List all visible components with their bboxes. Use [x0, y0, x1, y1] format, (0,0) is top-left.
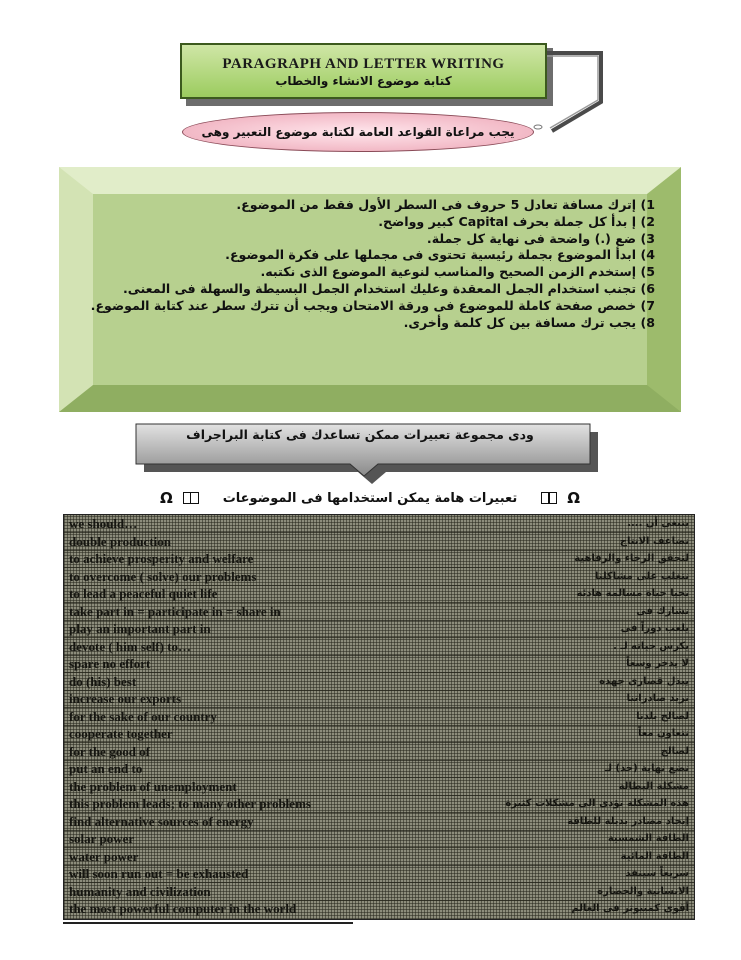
phrase-en: the problem of unemployment — [69, 778, 237, 794]
phrase-en: put an end to — [69, 761, 143, 776]
phrase-en: double production — [69, 533, 171, 549]
table-row — [64, 795, 694, 813]
phrase-en: do (his) best — [69, 673, 137, 689]
omega-icon: Ω — [159, 489, 173, 507]
table-row — [64, 813, 694, 831]
phrase-ar: نتعاون معاً — [637, 728, 689, 739]
table-row — [64, 865, 694, 883]
table-row — [64, 515, 694, 533]
phrase-ar: نضع نهاية (حد) لـ — [604, 763, 689, 774]
phrase-ar: نتغلب على مشاكلنا — [595, 570, 689, 582]
rule-item: 8) يجب ترك مسافة بين كل كلمة وأخرى. — [403, 314, 655, 330]
phrase-en: for the sake of our country — [69, 708, 217, 724]
phrase-en: water power — [69, 848, 139, 864]
phrase-ar: أقوى كمبيوتر فى العالم — [571, 903, 689, 914]
phrase-ar: إيجاد مصادر بديلة للطاقة — [567, 815, 689, 827]
table-row — [64, 655, 694, 673]
table-row — [64, 778, 694, 796]
phrase-en: increase our exports — [69, 691, 182, 706]
phrase-ar: يبذل قصارى جهده — [599, 675, 689, 687]
phrase-en: this problem leads; to many other problems — [69, 796, 311, 811]
phrase-ar: نضاعف الانتاج — [619, 535, 689, 547]
phrase-ar: يلعب دوراً فى — [620, 623, 689, 634]
phrase-en: for the good of — [69, 743, 151, 759]
table-row — [64, 760, 694, 778]
table-row — [64, 690, 694, 708]
phrase-en: the most powerful computer in the world — [69, 901, 297, 916]
phrase-ar: مشكلة البطالة — [618, 780, 689, 792]
table-row — [64, 708, 694, 726]
phrase-en: to overcome ( solve) our problems — [69, 568, 257, 584]
table-row — [64, 900, 694, 917]
phrase-ar: الطاقة المائية — [620, 850, 689, 862]
phrase-en: humanity and civilization — [69, 883, 211, 899]
phrase-en: to lead a peaceful quiet life — [69, 586, 218, 601]
table-row — [64, 673, 694, 691]
table-row — [64, 533, 694, 551]
phrase-ar: هذه المشكلة تؤدى الى مشكلات كثيرة — [505, 798, 689, 809]
phrase-en: spare no effort — [69, 656, 151, 671]
table-row — [64, 638, 694, 656]
phrases-table — [63, 514, 695, 920]
rules-intro-text: يجب مراعاة القواعد العامة لكتابة موضوع التعبير وهى — [201, 125, 515, 139]
page-subtitle-arabic: كتابة موضوع الانشاء والخطاب — [275, 74, 452, 88]
book-icon — [183, 492, 199, 504]
table-row — [64, 585, 694, 603]
rule-item: 1) إترك مسافة تعادل 5 حروف فى السطر الأول فقط من الموضوع. — [236, 197, 655, 212]
callout-text: ودى مجموعة تعبيرات ممكن تساعدك فى كتابة البراجراف — [186, 427, 534, 442]
phrase-en: will soon run out = be exhausted — [69, 866, 249, 881]
phrase-en: we should… — [69, 516, 138, 531]
phrase-en: take part in = participate in = share in — [69, 603, 281, 619]
table-row — [64, 743, 694, 761]
rule-item: 3) ضع (.) واضحة فى نهاية كل جملة. — [426, 230, 655, 246]
phrases-heading — [140, 487, 600, 509]
page-title: PARAGRAPH AND LETTER WRITING — [222, 56, 505, 72]
table-row — [64, 568, 694, 586]
phrase-en: find alternative sources of energy — [69, 813, 254, 829]
table-row — [64, 848, 694, 866]
phrase-ar: لصالح بلدنا — [636, 710, 689, 722]
table-underline — [63, 922, 353, 924]
phrase-ar: نزيد صادراتنا — [626, 693, 689, 704]
table-row — [64, 550, 694, 568]
rule-item: 7) خصص صفحة كاملة للموضوع فى ورقة الامتحان ويجب أن تترك سطر عند كتابة الموضوع. — [90, 297, 655, 313]
phrase-ar: الطاقة الشمسية — [607, 833, 689, 844]
table-row — [64, 603, 694, 621]
phrases-heading-text: تعبيرات هامة يمكن استخدامها فى الموضوعات — [222, 490, 518, 506]
phrase-ar: نشارك فى — [636, 605, 689, 617]
phrase-ar: يكرس حياته لـ . — [613, 640, 689, 652]
phrase-en: cooperate together — [69, 726, 173, 741]
book-icon — [541, 492, 557, 504]
rule-item: 4) ابدأ الموضوع بجملة رئيسية تحتوى فى مجملها على فكرة الموضوع. — [225, 247, 655, 263]
phrase-ar: لتحقق الرخاء والرفاهية — [574, 553, 689, 564]
phrase-ar: الانسانية والحضارة — [597, 885, 689, 897]
table-row — [64, 725, 694, 743]
phrase-ar: سريعاً سينفذ — [625, 868, 689, 879]
phrase-ar: ينبغى أن .... — [627, 518, 689, 529]
phrase-ar: لا يدخر وسعاً — [626, 658, 689, 669]
rule-item: 2) إ بدأ كل جملة بحرف Capital كبير وواضح. — [378, 213, 655, 229]
table-row — [64, 883, 694, 901]
phrase-en: devote ( him self) to… — [69, 638, 192, 654]
phrase-ar: لصالح — [660, 745, 689, 757]
table-row — [64, 830, 694, 848]
rule-item: 5) إستخدم الزمن الصحيح والمناسب لنوعية الموضوع الذى نكتبه. — [260, 264, 655, 280]
phrase-ar: نحيا حياة مسالمة هادئة — [576, 588, 689, 599]
phrase-en: to achieve prosperity and welfare — [69, 551, 254, 566]
rule-item: 6) تجنب استخدام الجمل المعقدة وعليك استخدام الجمل البسيطة والسهلة فى المعنى. — [122, 280, 655, 296]
phrase-en: solar power — [69, 831, 135, 846]
phrase-en: play an important part in — [69, 621, 211, 636]
omega-icon: Ω — [567, 489, 581, 507]
table-row — [64, 620, 694, 638]
